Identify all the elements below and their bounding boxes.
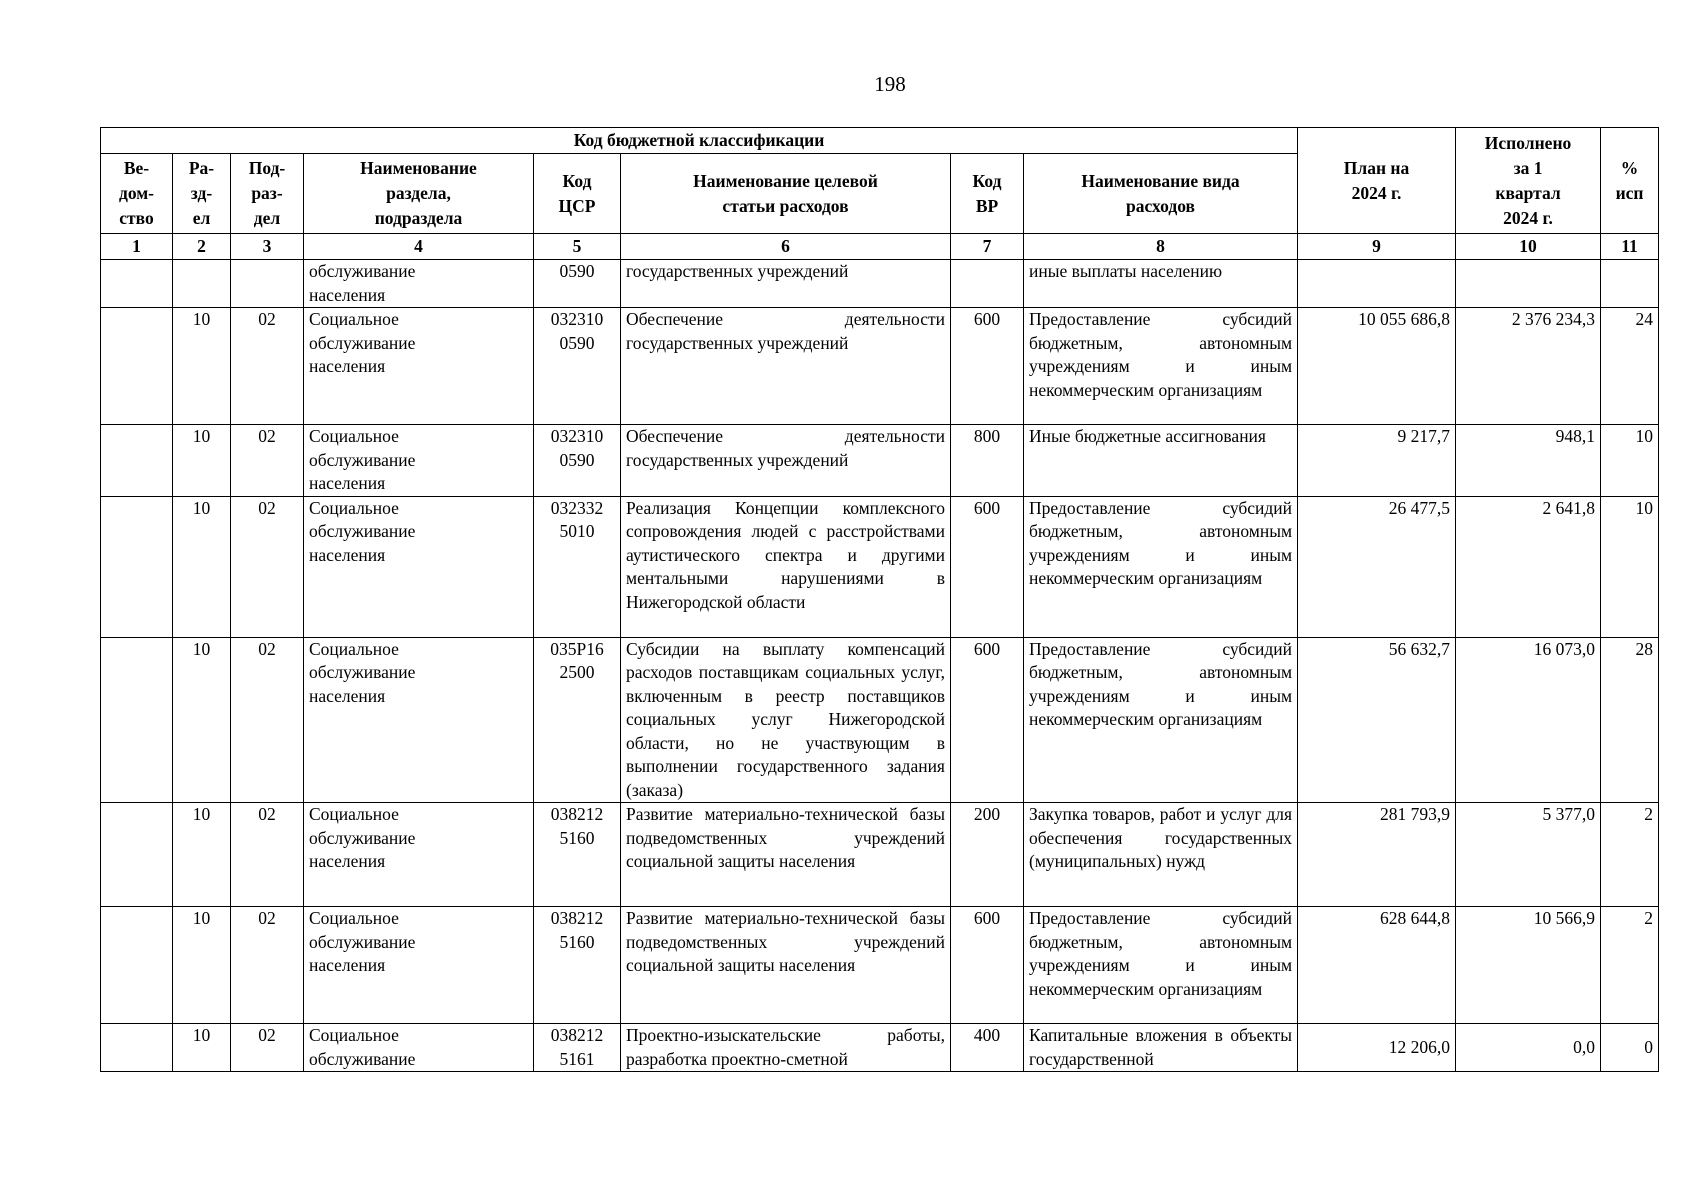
col-percent-header: % исп <box>1601 128 1659 234</box>
cell-subsection: 02 <box>231 308 304 425</box>
cell-subsection: 02 <box>231 425 304 497</box>
cell-expense-name: иные выплаты населению <box>1024 260 1298 308</box>
cell-plan: 12 206,0 <box>1298 1024 1456 1072</box>
cell-department <box>101 425 173 497</box>
table-body <box>101 260 1659 1072</box>
group-header: Код бюджетной классификации <box>101 128 1298 154</box>
cell-plan: 281 793,9 <box>1298 803 1456 907</box>
cell-section-name: Социальное обслуживание населения <box>304 308 534 425</box>
cell-target-name: Обеспечение деятельности государственных учреждений <box>621 425 951 497</box>
cell-target-code: 032310 0590 <box>534 425 621 497</box>
cell-expense-name: Иные бюджетные ассигнования <box>1024 425 1298 497</box>
table-row <box>101 907 1659 1024</box>
cell-expense-code: 600 <box>951 907 1024 1024</box>
cell-target-name: Обеспечение деятельности государственных учреждений <box>621 308 951 425</box>
col-number: 5 <box>534 234 621 260</box>
cell-section: 10 <box>173 425 231 497</box>
cell-target-name: Развитие материально-технической базы подведомственных учреждений социальной защиты населения <box>621 803 951 907</box>
cell-department <box>101 1024 173 1072</box>
cell-department <box>101 308 173 425</box>
cell-target-name: Реализация Концепции комплексного сопровождения людей с расстройствами аутистического спектра и другими ментальными нарушениями в Нижегородской области <box>621 496 951 637</box>
cell-expense-name: Предоставление субсидий бюджетным, автономным учреждениям и иным некоммерческим организациям <box>1024 496 1298 637</box>
cell-section: 10 <box>173 907 231 1024</box>
col-target-code-header: Код ЦСР <box>534 154 621 234</box>
cell-target-name: Развитие материально-технической базы подведомственных учреждений социальной защиты населения <box>621 907 951 1024</box>
cell-executed <box>1456 260 1601 308</box>
cell-expense-code: 600 <box>951 308 1024 425</box>
cell-executed: 0,0 <box>1456 1024 1601 1072</box>
table-header <box>101 128 1659 260</box>
cell-section-name: Социальное обслуживание населения <box>304 637 534 803</box>
cell-plan: 9 217,7 <box>1298 425 1456 497</box>
cell-section-name: Социальное обслуживание населения <box>304 425 534 497</box>
cell-section: 10 <box>173 803 231 907</box>
col-number: 11 <box>1601 234 1659 260</box>
cell-percent: 28 <box>1601 637 1659 803</box>
col-number: 6 <box>621 234 951 260</box>
cell-subsection: 02 <box>231 496 304 637</box>
cell-plan: 56 632,7 <box>1298 637 1456 803</box>
cell-expense-name: Капитальные вложения в объекты государственной <box>1024 1024 1298 1072</box>
cell-percent: 2 <box>1601 907 1659 1024</box>
cell-executed: 10 566,9 <box>1456 907 1601 1024</box>
cell-plan: 26 477,5 <box>1298 496 1456 637</box>
cell-section: 10 <box>173 637 231 803</box>
col-expense-code-header: Код ВР <box>951 154 1024 234</box>
cell-target-name: государственных учреждений <box>621 260 951 308</box>
col-number: 9 <box>1298 234 1456 260</box>
cell-department <box>101 637 173 803</box>
col-number: 7 <box>951 234 1024 260</box>
cell-department <box>101 496 173 637</box>
cell-percent: 0 <box>1601 1024 1659 1072</box>
col-number: 8 <box>1024 234 1298 260</box>
cell-expense-code: 200 <box>951 803 1024 907</box>
cell-section <box>173 260 231 308</box>
cell-target-name: Субсидии на выплату компенсаций расходов поставщикам социальных услуг, включенным в реестр поставщиков социальных услуг Нижегородской области, но не участвующим в выполнении государственного задания (заказа) <box>621 637 951 803</box>
cell-section-name: Социальное обслуживание <box>304 1024 534 1072</box>
col-number: 4 <box>304 234 534 260</box>
cell-target-code: 0590 <box>534 260 621 308</box>
cell-subsection: 02 <box>231 1024 304 1072</box>
col-target-name-header: Наименование целевой статьи расходов <box>621 154 951 234</box>
table-row <box>101 308 1659 425</box>
cell-expense-code: 600 <box>951 637 1024 803</box>
cell-percent: 24 <box>1601 308 1659 425</box>
cell-target-code: 038212 5160 <box>534 907 621 1024</box>
cell-expense-name: Предоставление субсидий бюджетным, автономным учреждениям и иным некоммерческим организациям <box>1024 907 1298 1024</box>
table-row <box>101 260 1659 308</box>
cell-section: 10 <box>173 308 231 425</box>
cell-section-name: Социальное обслуживание населения <box>304 803 534 907</box>
cell-target-code: 032332 5010 <box>534 496 621 637</box>
cell-executed: 2 376 234,3 <box>1456 308 1601 425</box>
col-section-header: Ра- зд- ел <box>173 154 231 234</box>
col-number: 2 <box>173 234 231 260</box>
cell-subsection <box>231 260 304 308</box>
cell-section-name: Социальное обслуживание населения <box>304 496 534 637</box>
cell-expense-code: 600 <box>951 496 1024 637</box>
cell-executed: 5 377,0 <box>1456 803 1601 907</box>
cell-plan <box>1298 260 1456 308</box>
cell-expense-code: 400 <box>951 1024 1024 1072</box>
col-expense-name-header: Наименование вида расходов <box>1024 154 1298 234</box>
page-number: 198 <box>874 72 906 96</box>
col-plan-header: План на 2024 г. <box>1298 128 1456 234</box>
cell-section: 10 <box>173 1024 231 1072</box>
cell-target-name: Проектно-изыскательские работы, разработка проектно-сметной <box>621 1024 951 1072</box>
table-row <box>101 496 1659 637</box>
cell-target-code: 038212 5160 <box>534 803 621 907</box>
cell-percent: 10 <box>1601 425 1659 497</box>
col-number: 1 <box>101 234 173 260</box>
cell-section-name: Социальное обслуживание населения <box>304 907 534 1024</box>
col-number: 3 <box>231 234 304 260</box>
table-row <box>101 425 1659 497</box>
col-number: 10 <box>1456 234 1601 260</box>
cell-section-name: обслуживание населения <box>304 260 534 308</box>
cell-executed: 2 641,8 <box>1456 496 1601 637</box>
cell-expense-code <box>951 260 1024 308</box>
cell-subsection: 02 <box>231 637 304 803</box>
table-row <box>101 803 1659 907</box>
cell-expense-name: Предоставление субсидий бюджетным, автономным учреждениям и иным некоммерческим организациям <box>1024 637 1298 803</box>
cell-department <box>101 260 173 308</box>
table-row <box>101 1024 1659 1072</box>
cell-target-code: 032310 0590 <box>534 308 621 425</box>
col-executed-header: Исполнено за 1 квартал 2024 г. <box>1456 128 1601 234</box>
cell-department <box>101 907 173 1024</box>
budget-table <box>100 127 1659 1072</box>
cell-plan: 628 644,8 <box>1298 907 1456 1024</box>
cell-subsection: 02 <box>231 803 304 907</box>
cell-percent <box>1601 260 1659 308</box>
cell-target-code: 038212 5161 <box>534 1024 621 1072</box>
cell-expense-name: Предоставление субсидий бюджетным, автономным учреждениям и иным некоммерческим организациям <box>1024 308 1298 425</box>
cell-section: 10 <box>173 496 231 637</box>
cell-plan: 10 055 686,8 <box>1298 308 1456 425</box>
cell-target-code: 035P16 2500 <box>534 637 621 803</box>
cell-expense-name: Закупка товаров, работ и услуг для обеспечения государственных (муниципальных) нужд <box>1024 803 1298 907</box>
table-row <box>101 637 1659 803</box>
col-section-name-header: Наименование раздела, подраздела <box>304 154 534 234</box>
cell-executed: 16 073,0 <box>1456 637 1601 803</box>
cell-executed: 948,1 <box>1456 425 1601 497</box>
column-number-row <box>101 234 1659 260</box>
cell-percent: 10 <box>1601 496 1659 637</box>
cell-subsection: 02 <box>231 907 304 1024</box>
cell-percent: 2 <box>1601 803 1659 907</box>
col-subsection-header: Под- раз- дел <box>231 154 304 234</box>
col-department-header: Ве- дом- ство <box>101 154 173 234</box>
cell-expense-code: 800 <box>951 425 1024 497</box>
cell-department <box>101 803 173 907</box>
